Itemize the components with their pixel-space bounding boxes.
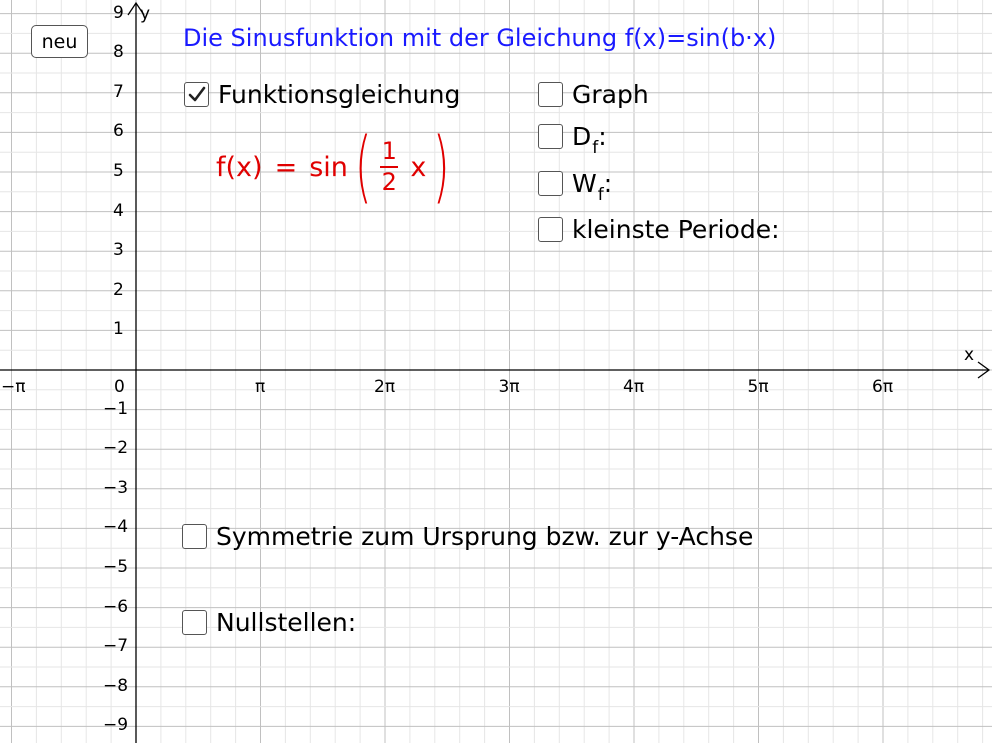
checkbox-label: Nullstellen: [216,608,357,637]
y-tick-label: −4 [103,517,129,538]
new-button[interactable]: neu [31,25,88,58]
checkbox-label: $W_f$: [572,169,613,205]
y-tick-label: 1 [113,319,124,340]
x-tick-label: −π [1,377,26,397]
y-tick-label: 6 [113,121,124,142]
checkbox-graph[interactable] [538,82,649,107]
y-tick-label: −5 [103,557,129,577]
checkbox-empty-icon[interactable] [538,124,563,149]
checkbox-label: $D_f$: [572,122,607,158]
checkbox-wf[interactable] [538,169,613,205]
y-axis-label: y [140,4,151,24]
formula-var: x [410,151,427,183]
y-tick-label: 2 [113,279,124,300]
function-equation [216,122,457,212]
x-tick-label: π [255,377,266,397]
right-paren: ) [433,122,450,212]
x-axis-label: x [964,345,975,365]
checkbox-empty-icon[interactable] [538,217,563,242]
checkbox-periode[interactable] [538,217,780,242]
y-tick-label: 9 [113,2,124,23]
y-tick-label: −9 [103,715,129,736]
x-tick-label: 2π [374,377,396,397]
fraction [380,136,398,196]
y-tick-label: 5 [113,161,124,181]
checkbox-label: kleinste Periode: [572,215,780,244]
checkbox-nullstellen[interactable] [182,610,356,635]
y-tick-label: 7 [113,81,124,102]
checkbox-empty-icon[interactable] [182,610,207,635]
x-tick-label: 3π [498,377,520,397]
y-tick-label: −3 [103,477,129,498]
checkbox-df[interactable] [538,122,607,158]
checkbox-funktionsgleichung[interactable] [184,82,460,107]
checkbox-checked-icon[interactable] [184,82,209,107]
checkbox-label: Funktionsgleichung [218,80,461,109]
checkbox-label: Graph [572,80,649,109]
y-tick-label: 4 [113,200,124,221]
y-tick-label: 8 [113,42,124,63]
formula-lhs: f(x) [216,151,263,183]
checkbox-label: Symmetrie zum Ursprung bzw. zur y-Achse [216,522,754,551]
y-tick-label: −7 [103,636,129,657]
checkbox-empty-icon[interactable] [182,524,207,549]
checkbox-empty-icon[interactable] [538,171,563,196]
y-tick-label: −2 [103,438,129,459]
page-title: Die Sinusfunktion mit der Gleichung f(x)=sin(b·x) [183,24,777,52]
left-paren: ( [354,122,372,212]
y-tick-label: 3 [113,240,124,261]
checkbox-symmetrie[interactable] [182,524,753,549]
x-tick-label: 0 [114,377,125,397]
fraction-denominator: 2 [381,168,397,196]
y-tick-label: −6 [103,596,129,617]
formula-equals: = [274,151,298,183]
formula-fn: sin [309,151,348,183]
y-tick-label: −1 [103,398,129,419]
fraction-numerator: 1 [381,136,397,165]
x-tick-label: 6π [872,377,894,397]
checkbox-empty-icon[interactable] [538,82,563,107]
x-tick-label: 4π [623,377,645,397]
x-tick-label: 5π [747,377,769,397]
y-tick-label: −8 [103,675,129,696]
